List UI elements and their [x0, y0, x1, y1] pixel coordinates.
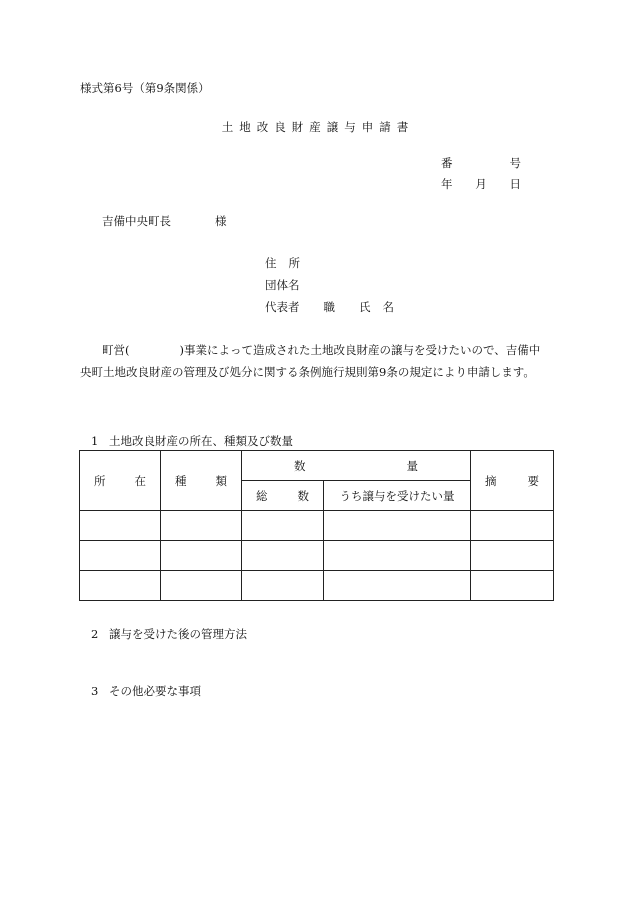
- cell-remarks[interactable]: [471, 511, 554, 541]
- section-2-number: 2: [91, 627, 99, 641]
- cell-location[interactable]: [80, 511, 161, 541]
- recipient-name: 吉備中央町長: [102, 214, 171, 228]
- address-label-a: 住: [265, 256, 277, 270]
- statement-suffix: )事業によって造成された土地改良財産の譲与を受けたいので、吉備中央町土地改良財産の管理及び処分に関する条例施行規則第9条の規定により申請します。: [80, 343, 541, 379]
- recipient: [102, 213, 227, 229]
- table-row: [80, 511, 554, 541]
- header-wish-amount: うち譲与を受けたい量: [324, 481, 471, 511]
- cell-type[interactable]: [161, 511, 242, 541]
- cell-location[interactable]: [80, 541, 161, 571]
- statement-prefix: 町営(: [102, 343, 130, 357]
- name-label-b: 名: [382, 300, 394, 314]
- section-2-heading: [91, 626, 247, 642]
- cell-total[interactable]: [242, 511, 324, 541]
- cell-remarks[interactable]: [471, 571, 554, 601]
- section-3-number: 3: [91, 684, 99, 698]
- recipient-honorific: 様: [215, 214, 227, 228]
- document-title: 土地改良財産譲与申請書: [221, 120, 415, 134]
- section-2-label: 譲与を受けた後の管理方法: [109, 627, 247, 641]
- section-3-heading: [91, 683, 201, 699]
- cell-location[interactable]: [80, 571, 161, 601]
- applicant-representative: [265, 299, 394, 315]
- applicant-org: 団体名: [265, 278, 300, 292]
- address-label-b: 所: [288, 256, 300, 270]
- day-label: 日: [509, 177, 521, 191]
- applicant-address: [265, 255, 300, 271]
- section-1-label: 土地改良財産の所在、種類及び数量: [109, 434, 293, 448]
- number-label: 番: [441, 156, 453, 170]
- table-row: [80, 571, 554, 601]
- table-row: [80, 541, 554, 571]
- property-table: [79, 450, 554, 601]
- cell-wish-amount[interactable]: [324, 571, 471, 601]
- cell-total[interactable]: [242, 571, 324, 601]
- number-line: [441, 155, 521, 171]
- section-1-number: 1: [91, 434, 99, 448]
- cell-type[interactable]: [161, 541, 242, 571]
- cell-remarks[interactable]: [471, 541, 554, 571]
- rep-label: 代表者: [265, 300, 300, 314]
- date-line: [441, 176, 521, 192]
- section-3-label: その他必要な事項: [109, 684, 201, 698]
- header-type: 種 類: [161, 451, 242, 511]
- month-label: 月: [475, 177, 487, 191]
- cell-wish-amount[interactable]: [324, 541, 471, 571]
- header-location: 所 在: [80, 451, 161, 511]
- role-label: 職: [323, 300, 335, 314]
- header-remarks: 摘 要: [471, 451, 554, 511]
- cell-total[interactable]: [242, 541, 324, 571]
- section-1-heading: [91, 433, 293, 449]
- header-total: 総 数: [242, 481, 324, 511]
- cell-wish-amount[interactable]: [324, 511, 471, 541]
- form-number: 様式第6号（第9条関係）: [80, 81, 210, 95]
- number-suffix: 号: [509, 156, 521, 170]
- header-quantity: 数 量: [242, 451, 471, 481]
- cell-type[interactable]: [161, 571, 242, 601]
- application-statement: [80, 339, 550, 383]
- year-label: 年: [441, 177, 453, 191]
- name-label-a: 氏: [359, 300, 371, 314]
